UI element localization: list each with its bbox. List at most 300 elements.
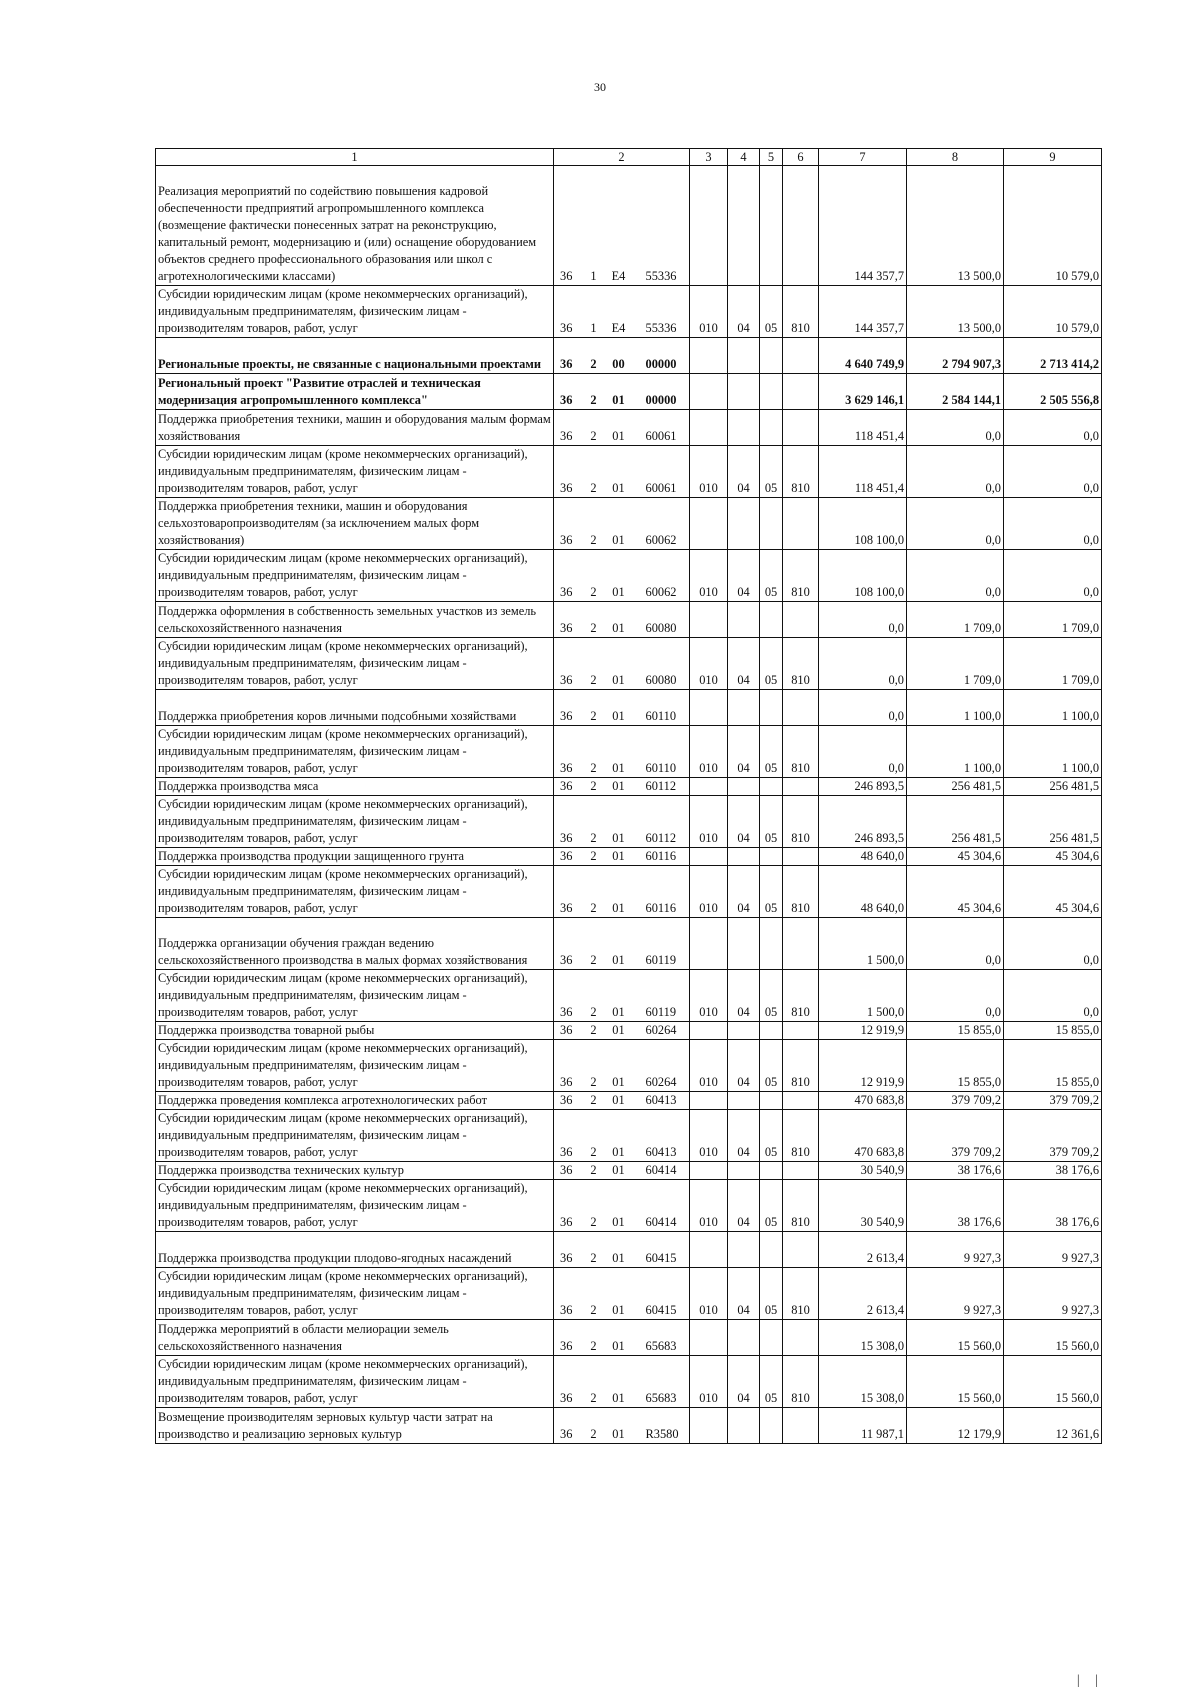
table-row [156, 1022, 1102, 1040]
code-part-2-cell: 2 [586, 1408, 602, 1444]
row-name-cell: Поддержка приобретения техники, машин и оборудования малым формам хозяйствования [156, 410, 554, 446]
col-4-cell: 04 [728, 286, 760, 338]
code-part-1-cell: 36 [554, 286, 586, 338]
code-part-2-cell: 2 [586, 1092, 602, 1110]
code-part-4-cell: 60414 [636, 1162, 690, 1180]
code-part-4-cell: 60080 [636, 602, 690, 638]
code-part-3-cell: 01 [602, 690, 636, 726]
table-row [156, 1110, 1102, 1162]
code-part-1-cell: 36 [554, 1180, 586, 1232]
row-name-cell: Субсидии юридическим лицам (кроме некоммерческих организаций), индивидуальным предпринимателям, физическим лицам - производителям товаров, работ, услуг [156, 796, 554, 848]
table-row [156, 1320, 1102, 1356]
code-part-4-cell: 60413 [636, 1110, 690, 1162]
row-name-cell: Субсидии юридическим лицам (кроме некоммерческих организаций), индивидуальным предпринимателям, физическим лицам - производителям товаров, работ, услуг [156, 286, 554, 338]
col-7-value-cell: 246 893,5 [819, 778, 907, 796]
col-3-cell [690, 1092, 728, 1110]
col-7-value-cell: 118 451,4 [819, 410, 907, 446]
code-part-3-cell: 01 [602, 550, 636, 602]
code-part-4-cell: 60112 [636, 778, 690, 796]
code-part-4-cell: 60264 [636, 1040, 690, 1092]
col-6-cell: 810 [783, 1040, 819, 1092]
code-part-1-cell: 36 [554, 638, 586, 690]
col-5-cell: 05 [760, 1268, 783, 1320]
col-8-value-cell: 13 500,0 [907, 166, 1004, 286]
col-4-cell: 04 [728, 796, 760, 848]
scan-margin-mark: | | [1076, 1673, 1104, 1688]
row-name-cell: Субсидии юридическим лицам (кроме некоммерческих организаций), индивидуальным предпринимателям, физическим лицам - производителям товаров, работ, услуг [156, 1040, 554, 1092]
col-9-value-cell: 0,0 [1004, 410, 1102, 446]
col-9-value-cell: 9 927,3 [1004, 1268, 1102, 1320]
code-part-4-cell: R3580 [636, 1408, 690, 1444]
col-8-value-cell: 1 100,0 [907, 690, 1004, 726]
col-5-cell: 05 [760, 726, 783, 778]
row-name-cell: Поддержка производства продукции защищенного грунта [156, 848, 554, 866]
col-7-value-cell: 1 500,0 [819, 970, 907, 1022]
col-9-value-cell: 379 709,2 [1004, 1110, 1102, 1162]
col-3-cell [690, 1162, 728, 1180]
col-7-value-cell: 3 629 146,1 [819, 374, 907, 410]
col-5-cell: 05 [760, 1180, 783, 1232]
col-3-cell [690, 848, 728, 866]
code-part-4-cell: 60119 [636, 970, 690, 1022]
code-part-1-cell: 36 [554, 796, 586, 848]
table-row [156, 1162, 1102, 1180]
code-part-4-cell: 60110 [636, 690, 690, 726]
col-4-cell [728, 374, 760, 410]
budget-table [155, 148, 1102, 1444]
table-row [156, 602, 1102, 638]
col-6-cell [783, 410, 819, 446]
col-4-cell [728, 602, 760, 638]
header-cell-4: 4 [728, 149, 760, 166]
table-row [156, 690, 1102, 726]
header-cell-3: 3 [690, 149, 728, 166]
header-cell-9: 9 [1004, 149, 1102, 166]
code-part-4-cell: 60414 [636, 1180, 690, 1232]
col-5-cell [760, 778, 783, 796]
col-5-cell [760, 918, 783, 970]
code-part-1-cell: 36 [554, 602, 586, 638]
header-cell-1: 1 [156, 149, 554, 166]
row-name-cell: Субсидии юридическим лицам (кроме некоммерческих организаций), индивидуальным предпринимателям, физическим лицам - производителям товаров, работ, услуг [156, 1356, 554, 1408]
col-3-cell [690, 1320, 728, 1356]
col-6-cell [783, 498, 819, 550]
col-3-cell: 010 [690, 286, 728, 338]
col-9-value-cell: 45 304,6 [1004, 848, 1102, 866]
code-part-1-cell: 36 [554, 726, 586, 778]
code-part-4-cell: 60061 [636, 446, 690, 498]
col-7-value-cell: 48 640,0 [819, 848, 907, 866]
table-row [156, 338, 1102, 374]
row-name-cell: Субсидии юридическим лицам (кроме некоммерческих организаций), индивидуальным предпринимателям, физическим лицам - производителям товаров, работ, услуг [156, 1180, 554, 1232]
col-9-value-cell: 0,0 [1004, 550, 1102, 602]
code-part-1-cell: 36 [554, 970, 586, 1022]
code-part-1-cell: 36 [554, 550, 586, 602]
col-5-cell: 05 [760, 1110, 783, 1162]
code-part-3-cell: 01 [602, 638, 636, 690]
col-8-value-cell: 1 709,0 [907, 638, 1004, 690]
col-4-cell: 04 [728, 550, 760, 602]
col-5-cell [760, 1092, 783, 1110]
col-7-value-cell: 144 357,7 [819, 166, 907, 286]
row-name-cell: Субсидии юридическим лицам (кроме некоммерческих организаций), индивидуальным предпринимателям, физическим лицам - производителям товаров, работ, услуг [156, 726, 554, 778]
code-part-3-cell: 01 [602, 602, 636, 638]
col-4-cell [728, 410, 760, 446]
table-row [156, 778, 1102, 796]
code-part-2-cell: 2 [586, 1162, 602, 1180]
code-part-2-cell: 2 [586, 970, 602, 1022]
col-6-cell: 810 [783, 286, 819, 338]
code-part-2-cell: 1 [586, 286, 602, 338]
col-6-cell [783, 374, 819, 410]
row-name-cell: Поддержка производства технических культур [156, 1162, 554, 1180]
col-8-value-cell: 379 709,2 [907, 1092, 1004, 1110]
code-part-4-cell: 60062 [636, 498, 690, 550]
row-name-cell: Поддержка приобретения техники, машин и оборудования сельхозтоваропроизводителям (за исключением малых форм хозяйствования) [156, 498, 554, 550]
row-name-cell: Поддержка производства мяса [156, 778, 554, 796]
row-name-cell: Поддержка оформления в собственность земельных участков из земель сельскохозяйственного назначения [156, 602, 554, 638]
col-9-value-cell: 0,0 [1004, 918, 1102, 970]
col-8-value-cell: 1 709,0 [907, 602, 1004, 638]
row-name-cell: Субсидии юридическим лицам (кроме некоммерческих организаций), индивидуальным предпринимателям, физическим лицам - производителям товаров, работ, услуг [156, 970, 554, 1022]
code-part-1-cell: 36 [554, 1110, 586, 1162]
code-part-4-cell: 60110 [636, 726, 690, 778]
col-8-value-cell: 0,0 [907, 970, 1004, 1022]
code-part-2-cell: 2 [586, 1040, 602, 1092]
col-9-value-cell: 38 176,6 [1004, 1162, 1102, 1180]
col-7-value-cell: 0,0 [819, 602, 907, 638]
code-part-1-cell: 36 [554, 410, 586, 446]
table-row [156, 1180, 1102, 1232]
col-9-value-cell: 10 579,0 [1004, 286, 1102, 338]
col-3-cell: 010 [690, 446, 728, 498]
code-part-3-cell: 01 [602, 1040, 636, 1092]
col-5-cell [760, 166, 783, 286]
code-part-3-cell: 01 [602, 1408, 636, 1444]
col-3-cell: 010 [690, 796, 728, 848]
col-3-cell [690, 410, 728, 446]
col-4-cell [728, 1162, 760, 1180]
col-7-value-cell: 4 640 749,9 [819, 338, 907, 374]
code-part-3-cell: 01 [602, 726, 636, 778]
row-name-cell: Субсидии юридическим лицам (кроме некоммерческих организаций), индивидуальным предпринимателям, физическим лицам - производителям товаров, работ, услуг [156, 446, 554, 498]
col-7-value-cell: 30 540,9 [819, 1180, 907, 1232]
row-name-cell: Поддержка производства товарной рыбы [156, 1022, 554, 1040]
code-part-1-cell: 36 [554, 690, 586, 726]
col-3-cell: 010 [690, 1268, 728, 1320]
row-name-cell: Субсидии юридическим лицам (кроме некоммерческих организаций), индивидуальным предпринимателям, физическим лицам - производителям товаров, работ, услуг [156, 1110, 554, 1162]
code-part-4-cell: 60119 [636, 918, 690, 970]
col-4-cell: 04 [728, 726, 760, 778]
col-8-value-cell: 15 855,0 [907, 1022, 1004, 1040]
row-name-cell: Реализация мероприятий по содействию повышения кадровой обеспеченности предприятий агропромышленного комплекса (возмещение фактически понесенных затрат на реконструкцию, капитальный ремонт, модернизацию и (или) оснащение оборудованием объектов среднего профессионального образования или школ с агротехнологическими классами) [156, 166, 554, 286]
code-part-1-cell: 36 [554, 778, 586, 796]
code-part-1-cell: 36 [554, 1268, 586, 1320]
col-6-cell [783, 690, 819, 726]
col-6-cell: 810 [783, 1180, 819, 1232]
header-cell-7: 7 [819, 149, 907, 166]
col-9-value-cell: 45 304,6 [1004, 866, 1102, 918]
code-part-3-cell: 01 [602, 1180, 636, 1232]
col-8-value-cell: 0,0 [907, 550, 1004, 602]
table-row [156, 1356, 1102, 1408]
code-part-4-cell: 60264 [636, 1022, 690, 1040]
col-9-value-cell: 9 927,3 [1004, 1232, 1102, 1268]
table-row [156, 410, 1102, 446]
code-part-3-cell: 01 [602, 446, 636, 498]
col-6-cell [783, 918, 819, 970]
code-part-3-cell: 01 [602, 1092, 636, 1110]
col-7-value-cell: 1 500,0 [819, 918, 907, 970]
col-6-cell [783, 1092, 819, 1110]
code-part-4-cell: 60116 [636, 866, 690, 918]
col-3-cell [690, 498, 728, 550]
col-3-cell [690, 166, 728, 286]
col-5-cell: 05 [760, 970, 783, 1022]
col-3-cell [690, 1408, 728, 1444]
col-7-value-cell: 108 100,0 [819, 550, 907, 602]
table-row [156, 970, 1102, 1022]
col-6-cell [783, 1408, 819, 1444]
code-part-1-cell: 36 [554, 1232, 586, 1268]
table-row [156, 1232, 1102, 1268]
code-part-2-cell: 2 [586, 550, 602, 602]
col-9-value-cell: 10 579,0 [1004, 166, 1102, 286]
code-part-2-cell: 2 [586, 410, 602, 446]
code-part-4-cell: 60415 [636, 1268, 690, 1320]
code-part-1-cell: 36 [554, 374, 586, 410]
table-row [156, 796, 1102, 848]
table-row [156, 866, 1102, 918]
col-8-value-cell: 2 794 907,3 [907, 338, 1004, 374]
code-part-2-cell: 2 [586, 638, 602, 690]
col-6-cell [783, 166, 819, 286]
code-part-3-cell: Е4 [602, 166, 636, 286]
col-6-cell: 810 [783, 726, 819, 778]
code-part-3-cell: 01 [602, 374, 636, 410]
code-part-2-cell: 1 [586, 166, 602, 286]
col-4-cell: 04 [728, 1110, 760, 1162]
col-4-cell: 04 [728, 446, 760, 498]
col-5-cell [760, 498, 783, 550]
col-5-cell: 05 [760, 550, 783, 602]
col-3-cell [690, 602, 728, 638]
col-8-value-cell: 15 560,0 [907, 1320, 1004, 1356]
table-body [156, 149, 1102, 1444]
code-part-1-cell: 36 [554, 1356, 586, 1408]
col-8-value-cell: 12 179,9 [907, 1408, 1004, 1444]
col-5-cell [760, 1022, 783, 1040]
col-3-cell [690, 690, 728, 726]
col-7-value-cell: 2 613,4 [819, 1268, 907, 1320]
col-4-cell [728, 1232, 760, 1268]
table-row [156, 498, 1102, 550]
code-part-2-cell: 2 [586, 848, 602, 866]
col-7-value-cell: 0,0 [819, 638, 907, 690]
col-8-value-cell: 9 927,3 [907, 1268, 1004, 1320]
row-name-cell: Поддержка проведения комплекса агротехнологических работ [156, 1092, 554, 1110]
code-part-3-cell: 01 [602, 848, 636, 866]
col-3-cell [690, 1232, 728, 1268]
col-8-value-cell: 45 304,6 [907, 848, 1004, 866]
code-part-4-cell: 60112 [636, 796, 690, 848]
col-9-value-cell: 0,0 [1004, 446, 1102, 498]
col-5-cell: 05 [760, 1040, 783, 1092]
col-4-cell: 04 [728, 1268, 760, 1320]
col-9-value-cell: 1 100,0 [1004, 690, 1102, 726]
code-part-1-cell: 36 [554, 1092, 586, 1110]
col-9-value-cell: 2 505 556,8 [1004, 374, 1102, 410]
col-3-cell [690, 1022, 728, 1040]
col-8-value-cell: 0,0 [907, 918, 1004, 970]
table-row [156, 1040, 1102, 1092]
code-part-1-cell: 36 [554, 338, 586, 374]
col-5-cell: 05 [760, 1356, 783, 1408]
col-3-cell: 010 [690, 1180, 728, 1232]
col-4-cell [728, 166, 760, 286]
col-3-cell: 010 [690, 1110, 728, 1162]
code-part-2-cell: 2 [586, 726, 602, 778]
col-8-value-cell: 0,0 [907, 446, 1004, 498]
col-5-cell: 05 [760, 866, 783, 918]
col-8-value-cell: 9 927,3 [907, 1232, 1004, 1268]
header-cell-5: 5 [760, 149, 783, 166]
code-part-3-cell: 01 [602, 1162, 636, 1180]
col-4-cell [728, 1320, 760, 1356]
code-part-2-cell: 2 [586, 778, 602, 796]
table-row [156, 726, 1102, 778]
col-4-cell [728, 848, 760, 866]
col-8-value-cell: 13 500,0 [907, 286, 1004, 338]
header-cell-2: 2 [554, 149, 690, 166]
col-3-cell: 010 [690, 638, 728, 690]
col-3-cell: 010 [690, 1040, 728, 1092]
col-8-value-cell: 0,0 [907, 498, 1004, 550]
col-8-value-cell: 15 560,0 [907, 1356, 1004, 1408]
col-9-value-cell: 12 361,6 [1004, 1408, 1102, 1444]
col-6-cell [783, 848, 819, 866]
col-6-cell [783, 778, 819, 796]
col-7-value-cell: 12 919,9 [819, 1040, 907, 1092]
code-part-2-cell: 2 [586, 1180, 602, 1232]
code-part-3-cell: 01 [602, 1232, 636, 1268]
col-4-cell: 04 [728, 866, 760, 918]
col-4-cell [728, 690, 760, 726]
col-9-value-cell: 1 709,0 [1004, 602, 1102, 638]
col-6-cell: 810 [783, 1268, 819, 1320]
row-name-cell: Субсидии юридическим лицам (кроме некоммерческих организаций), индивидуальным предпринимателям, физическим лицам - производителям товаров, работ, услуг [156, 638, 554, 690]
row-name-cell: Поддержка производства продукции плодово-ягодных насаждений [156, 1232, 554, 1268]
col-6-cell [783, 1232, 819, 1268]
col-5-cell [760, 1320, 783, 1356]
col-6-cell: 810 [783, 866, 819, 918]
col-7-value-cell: 15 308,0 [819, 1320, 907, 1356]
row-name-cell: Поддержка организации обучения граждан ведению сельскохозяйственного производства в малых формах хозяйствования [156, 918, 554, 970]
col-7-value-cell: 108 100,0 [819, 498, 907, 550]
code-part-4-cell: 00000 [636, 338, 690, 374]
col-5-cell [760, 1232, 783, 1268]
col-9-value-cell: 2 713 414,2 [1004, 338, 1102, 374]
code-part-4-cell: 55336 [636, 286, 690, 338]
col-8-value-cell: 0,0 [907, 410, 1004, 446]
col-9-value-cell: 15 560,0 [1004, 1320, 1102, 1356]
col-8-value-cell: 45 304,6 [907, 866, 1004, 918]
table-row [156, 1408, 1102, 1444]
code-part-2-cell: 2 [586, 796, 602, 848]
code-part-3-cell: 00 [602, 338, 636, 374]
code-part-2-cell: 2 [586, 446, 602, 498]
row-name-cell: Региональный проект "Развитие отраслей и техническая модернизация агропромышленного комплекса" [156, 374, 554, 410]
col-7-value-cell: 118 451,4 [819, 446, 907, 498]
col-8-value-cell: 38 176,6 [907, 1180, 1004, 1232]
col-5-cell: 05 [760, 446, 783, 498]
code-part-3-cell: 01 [602, 410, 636, 446]
col-7-value-cell: 11 987,1 [819, 1408, 907, 1444]
col-5-cell [760, 410, 783, 446]
col-5-cell [760, 1162, 783, 1180]
col-3-cell: 010 [690, 550, 728, 602]
col-6-cell [783, 602, 819, 638]
col-6-cell: 810 [783, 446, 819, 498]
col-7-value-cell: 30 540,9 [819, 1162, 907, 1180]
col-4-cell: 04 [728, 1180, 760, 1232]
col-6-cell [783, 1162, 819, 1180]
col-4-cell: 04 [728, 638, 760, 690]
table-row [156, 638, 1102, 690]
code-part-1-cell: 36 [554, 166, 586, 286]
col-3-cell [690, 374, 728, 410]
code-part-3-cell: 01 [602, 1268, 636, 1320]
code-part-4-cell: 65683 [636, 1320, 690, 1356]
code-part-2-cell: 2 [586, 374, 602, 410]
code-part-2-cell: 2 [586, 1022, 602, 1040]
code-part-2-cell: 2 [586, 690, 602, 726]
row-name-cell: Субсидии юридическим лицам (кроме некоммерческих организаций), индивидуальным предпринимателям, физическим лицам - производителям товаров, работ, услуг [156, 866, 554, 918]
code-part-2-cell: 2 [586, 498, 602, 550]
col-5-cell: 05 [760, 638, 783, 690]
code-part-3-cell: 01 [602, 918, 636, 970]
col-6-cell: 810 [783, 1110, 819, 1162]
col-6-cell [783, 1022, 819, 1040]
code-part-1-cell: 36 [554, 866, 586, 918]
col-9-value-cell: 379 709,2 [1004, 1092, 1102, 1110]
code-part-3-cell: 01 [602, 1320, 636, 1356]
code-part-3-cell: 01 [602, 866, 636, 918]
code-part-3-cell: 01 [602, 796, 636, 848]
code-part-4-cell: 00000 [636, 374, 690, 410]
col-3-cell [690, 918, 728, 970]
row-name-cell: Поддержка мероприятий в области мелиорации земель сельскохозяйственного назначения [156, 1320, 554, 1356]
col-4-cell [728, 498, 760, 550]
table-row [156, 550, 1102, 602]
col-5-cell [760, 374, 783, 410]
col-3-cell [690, 778, 728, 796]
code-part-2-cell: 2 [586, 1356, 602, 1408]
code-part-1-cell: 36 [554, 1320, 586, 1356]
code-part-3-cell: 01 [602, 1356, 636, 1408]
code-part-4-cell: 60413 [636, 1092, 690, 1110]
page-number: 30 [594, 80, 606, 94]
col-7-value-cell: 12 919,9 [819, 1022, 907, 1040]
col-5-cell: 05 [760, 796, 783, 848]
col-3-cell: 010 [690, 866, 728, 918]
col-9-value-cell: 15 855,0 [1004, 1040, 1102, 1092]
code-part-3-cell: 01 [602, 498, 636, 550]
col-7-value-cell: 470 683,8 [819, 1110, 907, 1162]
col-9-value-cell: 0,0 [1004, 498, 1102, 550]
code-part-4-cell: 60062 [636, 550, 690, 602]
table-row [156, 1268, 1102, 1320]
